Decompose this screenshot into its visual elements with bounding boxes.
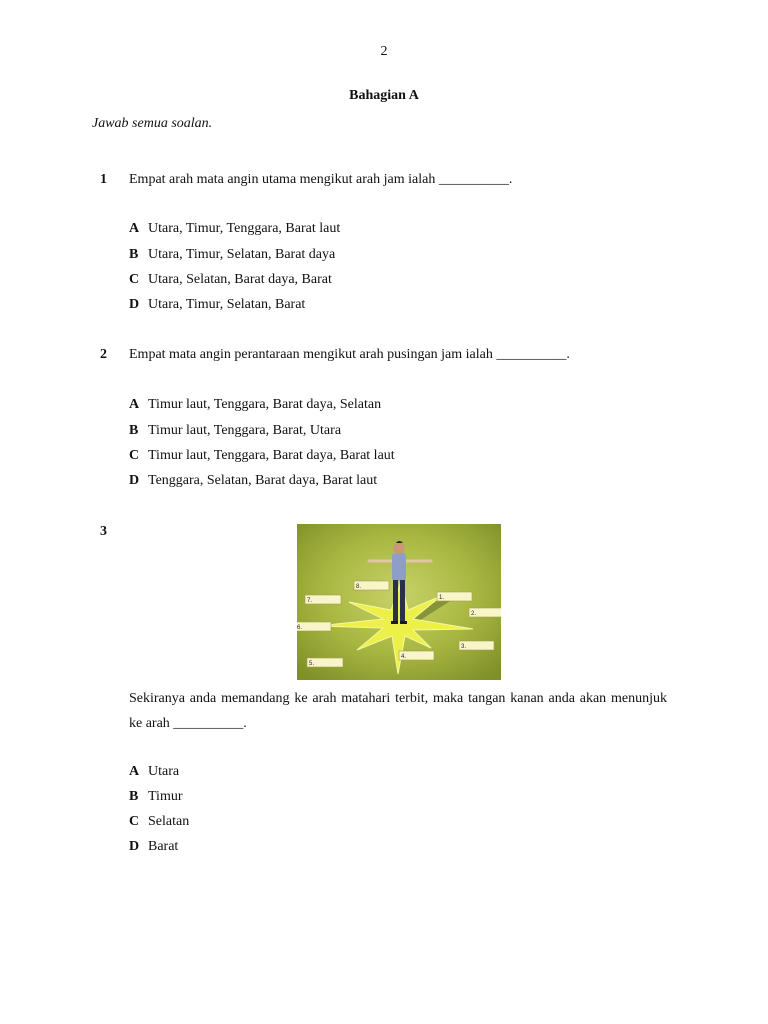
option-letter: A bbox=[129, 764, 140, 779]
option-text: Timur laut, Tenggara, Barat daya, Barat laut bbox=[148, 448, 395, 463]
svg-text:6.: 6. bbox=[297, 625, 303, 631]
instruction: Jawab semua soalan. bbox=[92, 116, 213, 131]
option-letter: A bbox=[129, 221, 140, 236]
label-box-1 bbox=[437, 592, 472, 601]
question-3-option-d bbox=[129, 839, 178, 855]
svg-text:1.: 1. bbox=[439, 595, 445, 601]
label-box-7 bbox=[305, 595, 341, 604]
option-letter: D bbox=[129, 297, 140, 312]
question-2-option-c bbox=[129, 448, 395, 464]
option-letter: D bbox=[129, 839, 140, 854]
option-letter: C bbox=[129, 272, 140, 287]
option-letter: A bbox=[129, 397, 140, 412]
question-3-option-c bbox=[129, 814, 189, 830]
question-3-stem: Sekiranya anda memandang ke arah matahari terbit, maka tangan kanan anda akan menunjuk ke arah __________. bbox=[129, 691, 667, 731]
section-title: Bahagian A bbox=[349, 88, 419, 103]
svg-text:3.: 3. bbox=[461, 644, 467, 650]
label-box-2 bbox=[469, 608, 501, 617]
compass-figure bbox=[297, 524, 501, 680]
svg-text:2.: 2. bbox=[471, 611, 477, 617]
svg-text:8.: 8. bbox=[356, 584, 362, 590]
question-1-stem: Empat arah mata angin utama mengikut arah jam ialah __________. bbox=[129, 172, 513, 187]
option-text: Selatan bbox=[148, 814, 190, 829]
question-1-option-b bbox=[129, 247, 335, 263]
question-1-option-a bbox=[129, 221, 340, 237]
question-2-option-d bbox=[129, 473, 377, 489]
option-text: Timur bbox=[148, 789, 183, 804]
option-text: Barat bbox=[148, 839, 179, 854]
option-text: Utara, Timur, Selatan, Barat bbox=[148, 297, 306, 312]
svg-text:5.: 5. bbox=[309, 661, 315, 667]
option-text: Utara bbox=[148, 764, 180, 779]
option-letter: B bbox=[129, 789, 139, 804]
question-2-option-a bbox=[129, 397, 381, 413]
question-2-stem: Empat mata angin perantaraan mengikut arah pusingan jam ialah __________. bbox=[129, 347, 570, 362]
label-box-5 bbox=[307, 658, 343, 667]
option-text: Utara, Timur, Tenggara, Barat laut bbox=[148, 221, 341, 236]
question-3-option-b bbox=[129, 789, 183, 805]
option-letter: C bbox=[129, 814, 140, 829]
svg-text:7.: 7. bbox=[307, 598, 313, 604]
option-text: Utara, Selatan, Barat daya, Barat bbox=[148, 272, 332, 287]
question-1-number: 1 bbox=[100, 172, 107, 187]
option-letter: B bbox=[129, 423, 139, 438]
option-letter: D bbox=[129, 473, 140, 488]
svg-text:4.: 4. bbox=[401, 654, 407, 660]
label-box-3 bbox=[459, 641, 494, 650]
question-1-option-c bbox=[129, 272, 332, 288]
option-text: Utara, Timur, Selatan, Barat daya bbox=[148, 247, 336, 262]
option-text: Tenggara, Selatan, Barat daya, Barat laut bbox=[148, 473, 378, 488]
question-3-option-a bbox=[129, 764, 179, 780]
question-3-number: 3 bbox=[100, 524, 107, 539]
question-2-number: 2 bbox=[100, 347, 107, 362]
option-text: Timur laut, Tenggara, Barat, Utara bbox=[148, 423, 342, 438]
page-number: 2 bbox=[380, 44, 388, 59]
option-text: Timur laut, Tenggara, Barat daya, Selatan bbox=[148, 397, 382, 412]
option-letter: B bbox=[129, 247, 139, 262]
label-box-4 bbox=[399, 651, 434, 660]
label-box-8 bbox=[354, 581, 389, 590]
question-2-option-b bbox=[129, 423, 341, 439]
question-1-option-d bbox=[129, 297, 305, 313]
label-box-6 bbox=[297, 622, 331, 631]
option-letter: C bbox=[129, 448, 140, 463]
